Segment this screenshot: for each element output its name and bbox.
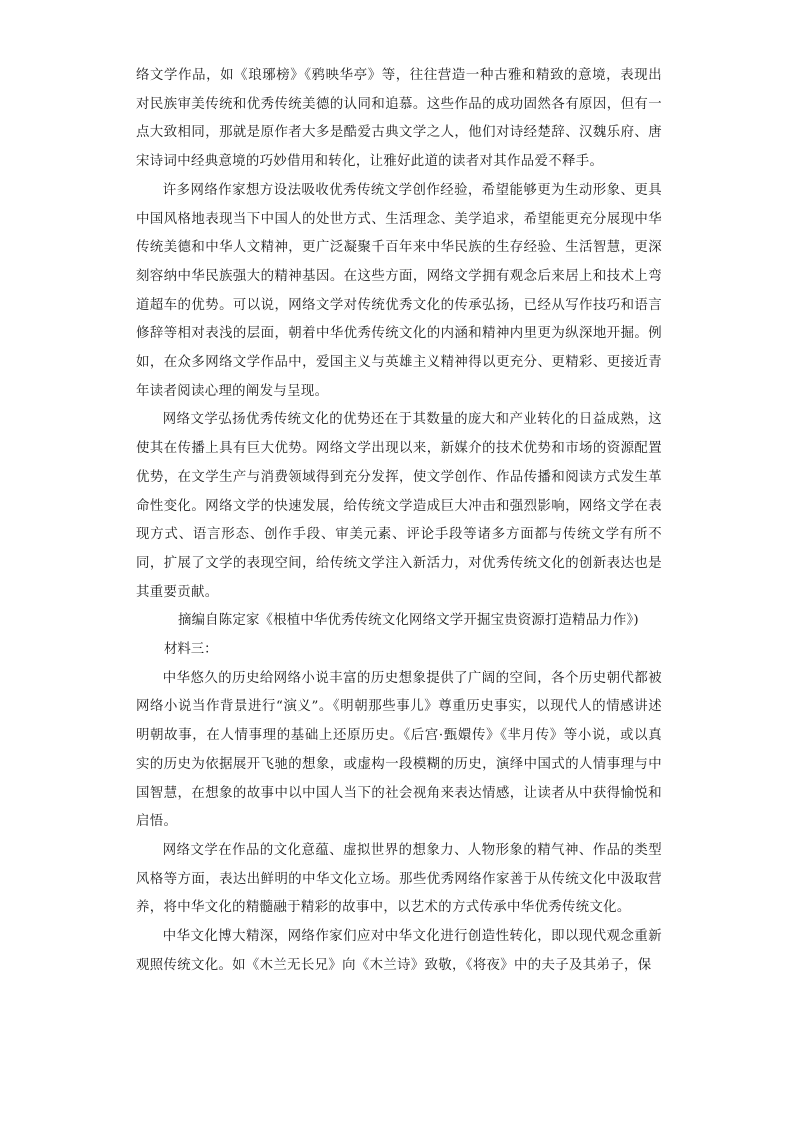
paragraph-6: 中华文化博大精深，网络作家们应对中华文化进行创造性转化，即以现代观念重新观照传统文化。如《木兰无长兄》向《木兰诗》致敬，《将夜》中的夫子及其弟子，保 (136, 929, 662, 973)
document-body (136, 62, 662, 981)
paragraph-2: 许多网络作家想方设法吸收优秀传统文学创作经验，希望能够更为生动形象、更具中国风格地表现当下中国人的处世方式、生活理念、美学追求，希望能更充分展现中华传统美德和中华人文精神，更广泛凝聚千百年来中华民族的生存经验、生活智慧，更深刻容纳中华民族强大的精神基因。在这些方面，网络文学拥有观念后来居上和技术上弯道超车的优势。可以说，网络文学对传统优秀文化的传承弘扬，已经从写作技巧和语言修辞等相对表浅的层面，朝着中华优秀传统文化的内涵和精神内里更为纵深地开掘。例如，在众多网络文学作品中，爱国主义与英雄主义精神得以更充分、更精彩、更接近青年读者阅读心理的阐发与呈现。 (136, 182, 662, 399)
section-heading: 材料三： (164, 642, 218, 658)
paragraph-1: 络文学作品，如《琅琊榜》《鸦映华亭》等，往往营造一种古雅和精致的意境，表现出对民族审美传统和优秀传统美德的认同和追慕。这些作品的成功固然各有原因，但有一点大致相同，那就是原作者大多是酷爱古典文学之人，他们对诗经楚辞、汉魏乐府、唐宋诗词中经典意境的巧妙借用和转化，让雅好此道的读者对其作品爱不释手。 (136, 68, 662, 170)
paragraph-5: 网络文学在作品的文化意蕴、虚拟世界的想象力、人物形象的精气神、作品的类型风格等方面，表达出鲜明的中华文化立场。那些优秀网络作家善于从传统文化中汲取营养，将中华文化的精髓融于精彩的故事中，以艺术的方式传承中华优秀传统文化。 (136, 842, 662, 916)
source-citation: 摘编自陈定家《根植中华优秀传统文化网络文学开掘宝贵资源打造精品力作》) (178, 613, 639, 629)
paragraph-3: 网络文学弘扬优秀传统文化的优势还在于其数量的庞大和产业转化的日益成熟，这使其在传播上具有巨大优势。网络文学出现以来，新媒介的技术优势和市场的资源配置优势，在文学生产与消费领域得到充分发挥，使文学创作、作品传播和阅读方式发生革命性变化。网络文学的快速发展，给传统文学造成巨大冲击和强烈影响，网络文学在表现方式、语言形态、创作手段、审美元素、评论手段等诸多方面都与传统文学有所不同，扩展了文学的表现空间，给传统文学注入新活力，对优秀传统文化的创新表达也是其重要贡献。 (136, 412, 662, 600)
paragraph-4: 中华悠久的历史给网络小说丰富的历史想象提供了广阔的空间，各个历史朝代都被网络小说当作背景进行“演义”。《明朝那些事儿》尊重历史事实，以现代人的情感讲述明朝故事，在人情事理的基础上还原历史。《后宫·甄嬛传》《芈月传》等小说，或以真实的历史为依据展开飞驰的想象，或虚构一段模糊的历史，演绎中国式的人情事理与中国智慧，在想象的故事中以中国人当下的社会视角来表达情感，让读者从中获得愉悦和启悟。 (136, 670, 662, 830)
